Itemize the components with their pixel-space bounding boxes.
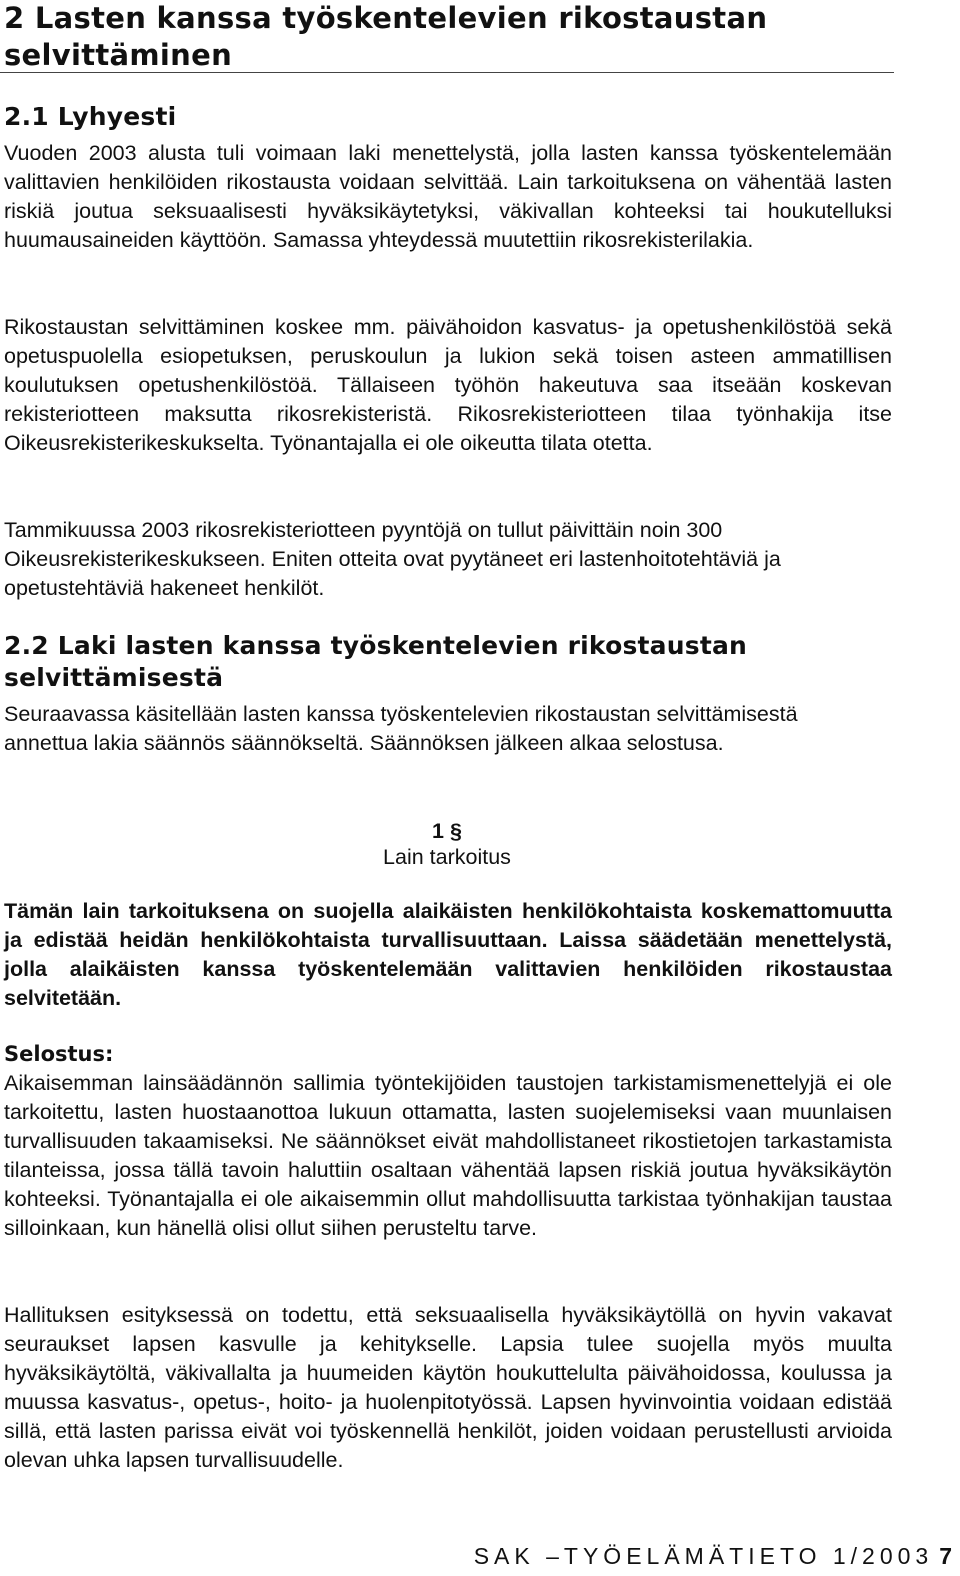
section-title-lyhyesti: 2.1 Lyhyesti xyxy=(4,102,177,131)
paragraph-section-intro: Seuraavassa käsitellään lasten kanssa työskentelevien rikostaustan selvittämisestä annettua lakia säännös säännökseltä. Säännöksen jälkeen alkaa selostusa. xyxy=(4,702,798,755)
clause-number: 1 § xyxy=(432,819,462,843)
clause-text: Tämän lain tarkoituksena on suojella alaikäisten henkilökohtaista koskemattomuutta ja edistää heidän henkilökohtaista turvallisuuttaan. Laissa säädetään menettelystä, jolla alaikäisten kanssa työskentelemään valittavien henkilöiden rikostaustaa selvitetään. xyxy=(4,899,892,1010)
paragraph-selostus-1: Aikaisemman lainsäädännön sallimia työntekijöiden taustojen tarkistamismenettelyjä ei ole tarkoitettu, lasten huostaanottoa lukuun ottamatta, lasten suojelemiseksi vaan muunlaisen turvallisuuden takaamiseksi. Ne säännökset eivät mahdollistaneet rikostietojen tarkastamista tilanteissa, jossa tällä tavoin haluttiin osaltaan vähentää lapsen riskiä joutua hyväksikäytön kohteeksi. Työnantajalla ei ole aikaisemmin ollut mahdollisuutta tarkistaa työnhakijan taustaa silloinkaan, kun hänellä olisi ollut siihen perusteltu tarve. xyxy=(4,1071,892,1240)
footer-publication: SAK –TYÖELÄMÄTIETO 1/2003 xyxy=(473,1543,934,1569)
chapter-divider xyxy=(0,72,894,73)
selostus-label: Selostus: xyxy=(4,1042,114,1066)
clause-title: Lain tarkoitus xyxy=(383,845,511,869)
page-number: 7 xyxy=(939,1543,952,1569)
paragraph-law-intro: Vuoden 2003 alusta tuli voimaan laki menettelystä, jolla lasten kanssa työskentelemään valittavien henkilöiden rikostausta voidaan selvittää. Lain tarkoituksena on vähentää lasten riskiä joutua seksuaalisesti hyväksikäytetyksi, väkivallan kohteeksi tai houkutelluksi huumausaineiden käyttöön. Samassa yhteydessä muutettiin rikosrekisterilakia. xyxy=(4,141,892,252)
paragraph-selostus-2: Hallituksen esityksessä on todettu, että seksuaalisella hyväksikäytöllä on hyvin vakavat seuraukset lapsen kasvulle ja kehitykselle. Lapsia tulee suojella myös muulta hyväksikäytöltä, väkivallalta ja huumeiden käytön houkuttelulta päivähoidossa, koulussa ja muussa kasvatus-, opetus-, hoito- ja huolenpitotyössä. Lapsen hyvinvointia voidaan edistää sillä, että lasten parissa eivät voi työskennellä henkilöt, joiden voidaan perustellusti arvioida olevan uhka lapsen turvallisuudelle. xyxy=(4,1303,892,1472)
section-title-laki: 2.2 Laki lasten kanssa työskentelevien rikostaustan selvittämisestä xyxy=(4,631,748,692)
page-footer xyxy=(474,1541,952,1571)
chapter-title: 2 Lasten kanssa työskentelevien rikostaustan selvittäminen xyxy=(4,1,768,72)
paragraph-scope: Rikostaustan selvittäminen koskee mm. päivähoidon kasvatus- ja opetushenkilöstöä sekä opetuspuolella esiopetuksen, peruskoulun ja lukion sekä toisen asteen ammatillisen koulutuksen opetushenkilöstöä. Tällaiseen työhön hakeutuva saa itseään koskevan rekisteriotteen maksutta rikosrekisteristä. Rikosrekisteriotteen tilaa työnhakija itse Oikeusrekisterikeskukselta. Työnantajalla ei ole oikeutta tilata otetta. xyxy=(4,315,892,455)
paragraph-statistics: Tammikuussa 2003 rikosrekisteriotteen pyyntöjä on tullut päivittäin noin 300 Oikeusrekisterikeskukseen. Eniten otteita ovat pyytäneet eri lastenhoitotehtäviä ja opetustehtäviä hakeneet henkilöt. xyxy=(4,518,781,600)
